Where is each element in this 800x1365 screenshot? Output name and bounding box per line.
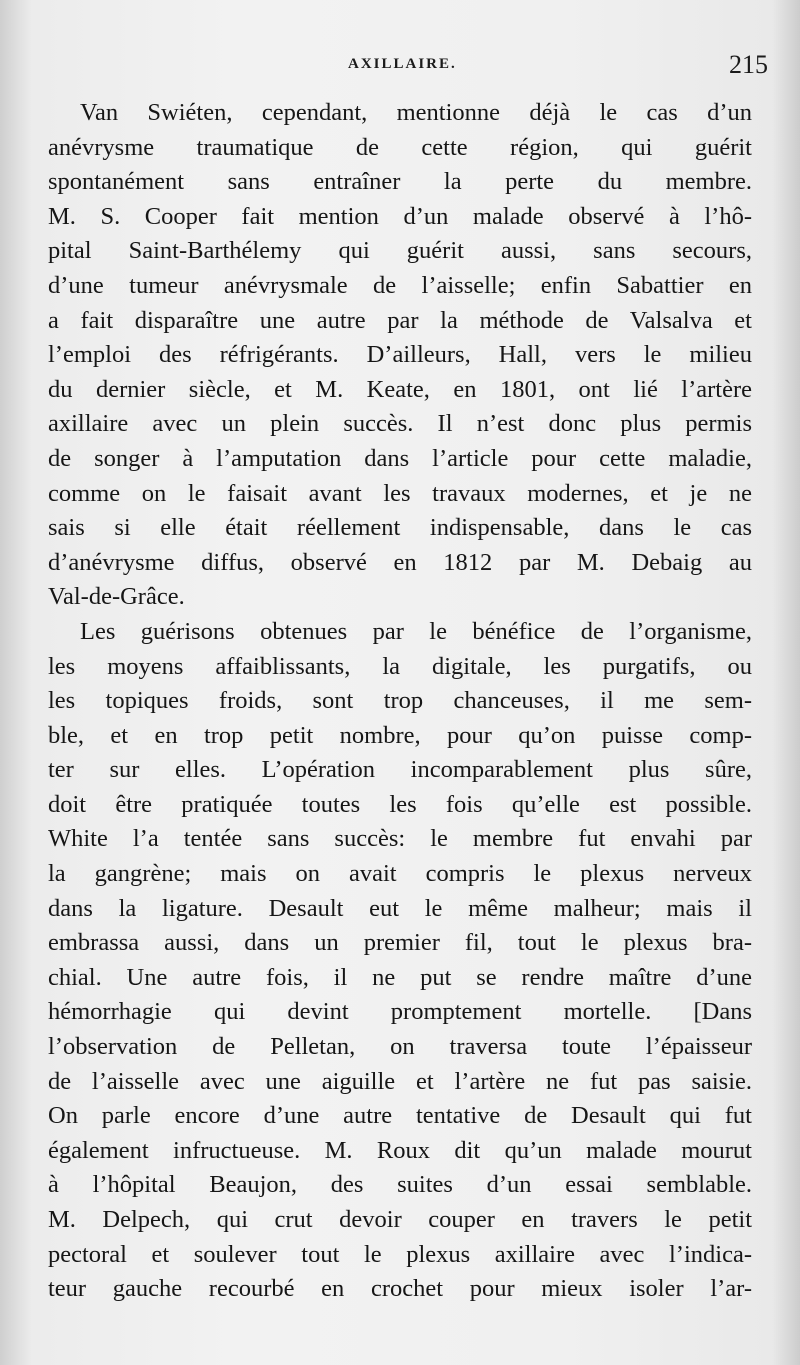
text-line: d’anévrysme diffus, observé en 1812 par M. Debaig au xyxy=(48,548,752,576)
text-line: M. Delpech, qui crut devoir couper en travers le petit xyxy=(48,1206,752,1233)
text-line: pital Saint-Barthélemy qui guérit aussi, sans secours, xyxy=(48,237,752,265)
text-line: à l’hôpital Beaujon, des suites d’un essai semblable. xyxy=(48,1171,752,1199)
text-line: du dernier siècle, et M. Keate, en 1801, ont lié l’artère xyxy=(48,375,752,403)
text-line: la gangrène; mais on avait compris le plexus nerveux xyxy=(48,860,752,888)
text-line: Van Swiéten, cependant, mentionne déjà le cas d’un xyxy=(80,99,752,126)
text-line: axillaire avec un plein succès. Il n’est donc plus permis xyxy=(48,410,752,438)
text-line: Val-de-Grâce. xyxy=(48,583,185,611)
text-line: sais si elle était réellement indispensable, dans le cas xyxy=(48,514,752,542)
text-line: teur gauche recourbé en crochet pour mieux isoler l’ar- xyxy=(48,1275,752,1303)
text-line: On parle encore d’une autre tentative de Desault qui fut xyxy=(48,1102,752,1130)
text-line: de songer à l’amputation dans l’article pour cette maladie, xyxy=(48,444,752,472)
page-header xyxy=(48,52,768,92)
text-line: spontanément sans entraîner la perte du membre. xyxy=(48,168,752,196)
page-edge-shadow xyxy=(772,0,800,1365)
text-line: chial. Une autre fois, il ne put se rendre maître d’une xyxy=(48,963,752,991)
body-text xyxy=(48,96,752,1307)
text-line: a fait disparaître une autre par la méthode de Valsalva et xyxy=(48,306,752,334)
text-line: embrassa aussi, dans un premier fil, tout le plexus bra- xyxy=(48,929,752,957)
text-line: les moyens affaiblissants, la digitale, les purgatifs, ou xyxy=(48,652,752,680)
text-line: les topiques froids, sont trop chanceuses, il me sem- xyxy=(48,687,752,715)
text-line: l’observation de Pelletan, on traversa toute l’épaisseur xyxy=(48,1033,752,1061)
text-line: dans la ligature. Desault eut le même malheur; mais il xyxy=(48,894,752,922)
text-line: anévrysme traumatique de cette région, qui guérit xyxy=(48,133,752,161)
text-line: également infructueuse. M. Roux dit qu’un malade mourut xyxy=(48,1136,752,1164)
text-line: comme on le faisait avant les travaux modernes, et je ne xyxy=(48,479,752,507)
text-line: M. S. Cooper fait mention d’un malade observé à l’hô- xyxy=(48,202,752,230)
text-line: d’une tumeur anévrysmale de l’aisselle; enfin Sabattier en xyxy=(48,271,752,299)
text-line: doit être pratiquée toutes les fois qu’elle est possible. xyxy=(48,790,752,818)
text-line: l’emploi des réfrigérants. D’ailleurs, Hall, vers le milieu xyxy=(48,341,752,369)
text-line: de l’aisselle avec une aiguille et l’artère ne fut pas saisie. xyxy=(48,1067,752,1095)
text-line: Les guérisons obtenues par le bénéfice de l’organisme, xyxy=(80,617,752,645)
text-line: pectoral et soulever tout le plexus axillaire avec l’indica- xyxy=(48,1240,752,1268)
text-line: White l’a tentée sans succès: le membre fut envahi par xyxy=(48,825,752,853)
running-head: AXILLAIRE. xyxy=(348,56,457,72)
page-number: 215 xyxy=(729,50,768,79)
text-line: hémorrhagie qui devint promptement mortelle. [Dans xyxy=(48,998,752,1026)
text-line: ble, et en trop petit nombre, pour qu’on puisse comp- xyxy=(48,721,752,749)
text-line: ter sur elles. L’opération incomparablement plus sûre, xyxy=(48,756,752,784)
